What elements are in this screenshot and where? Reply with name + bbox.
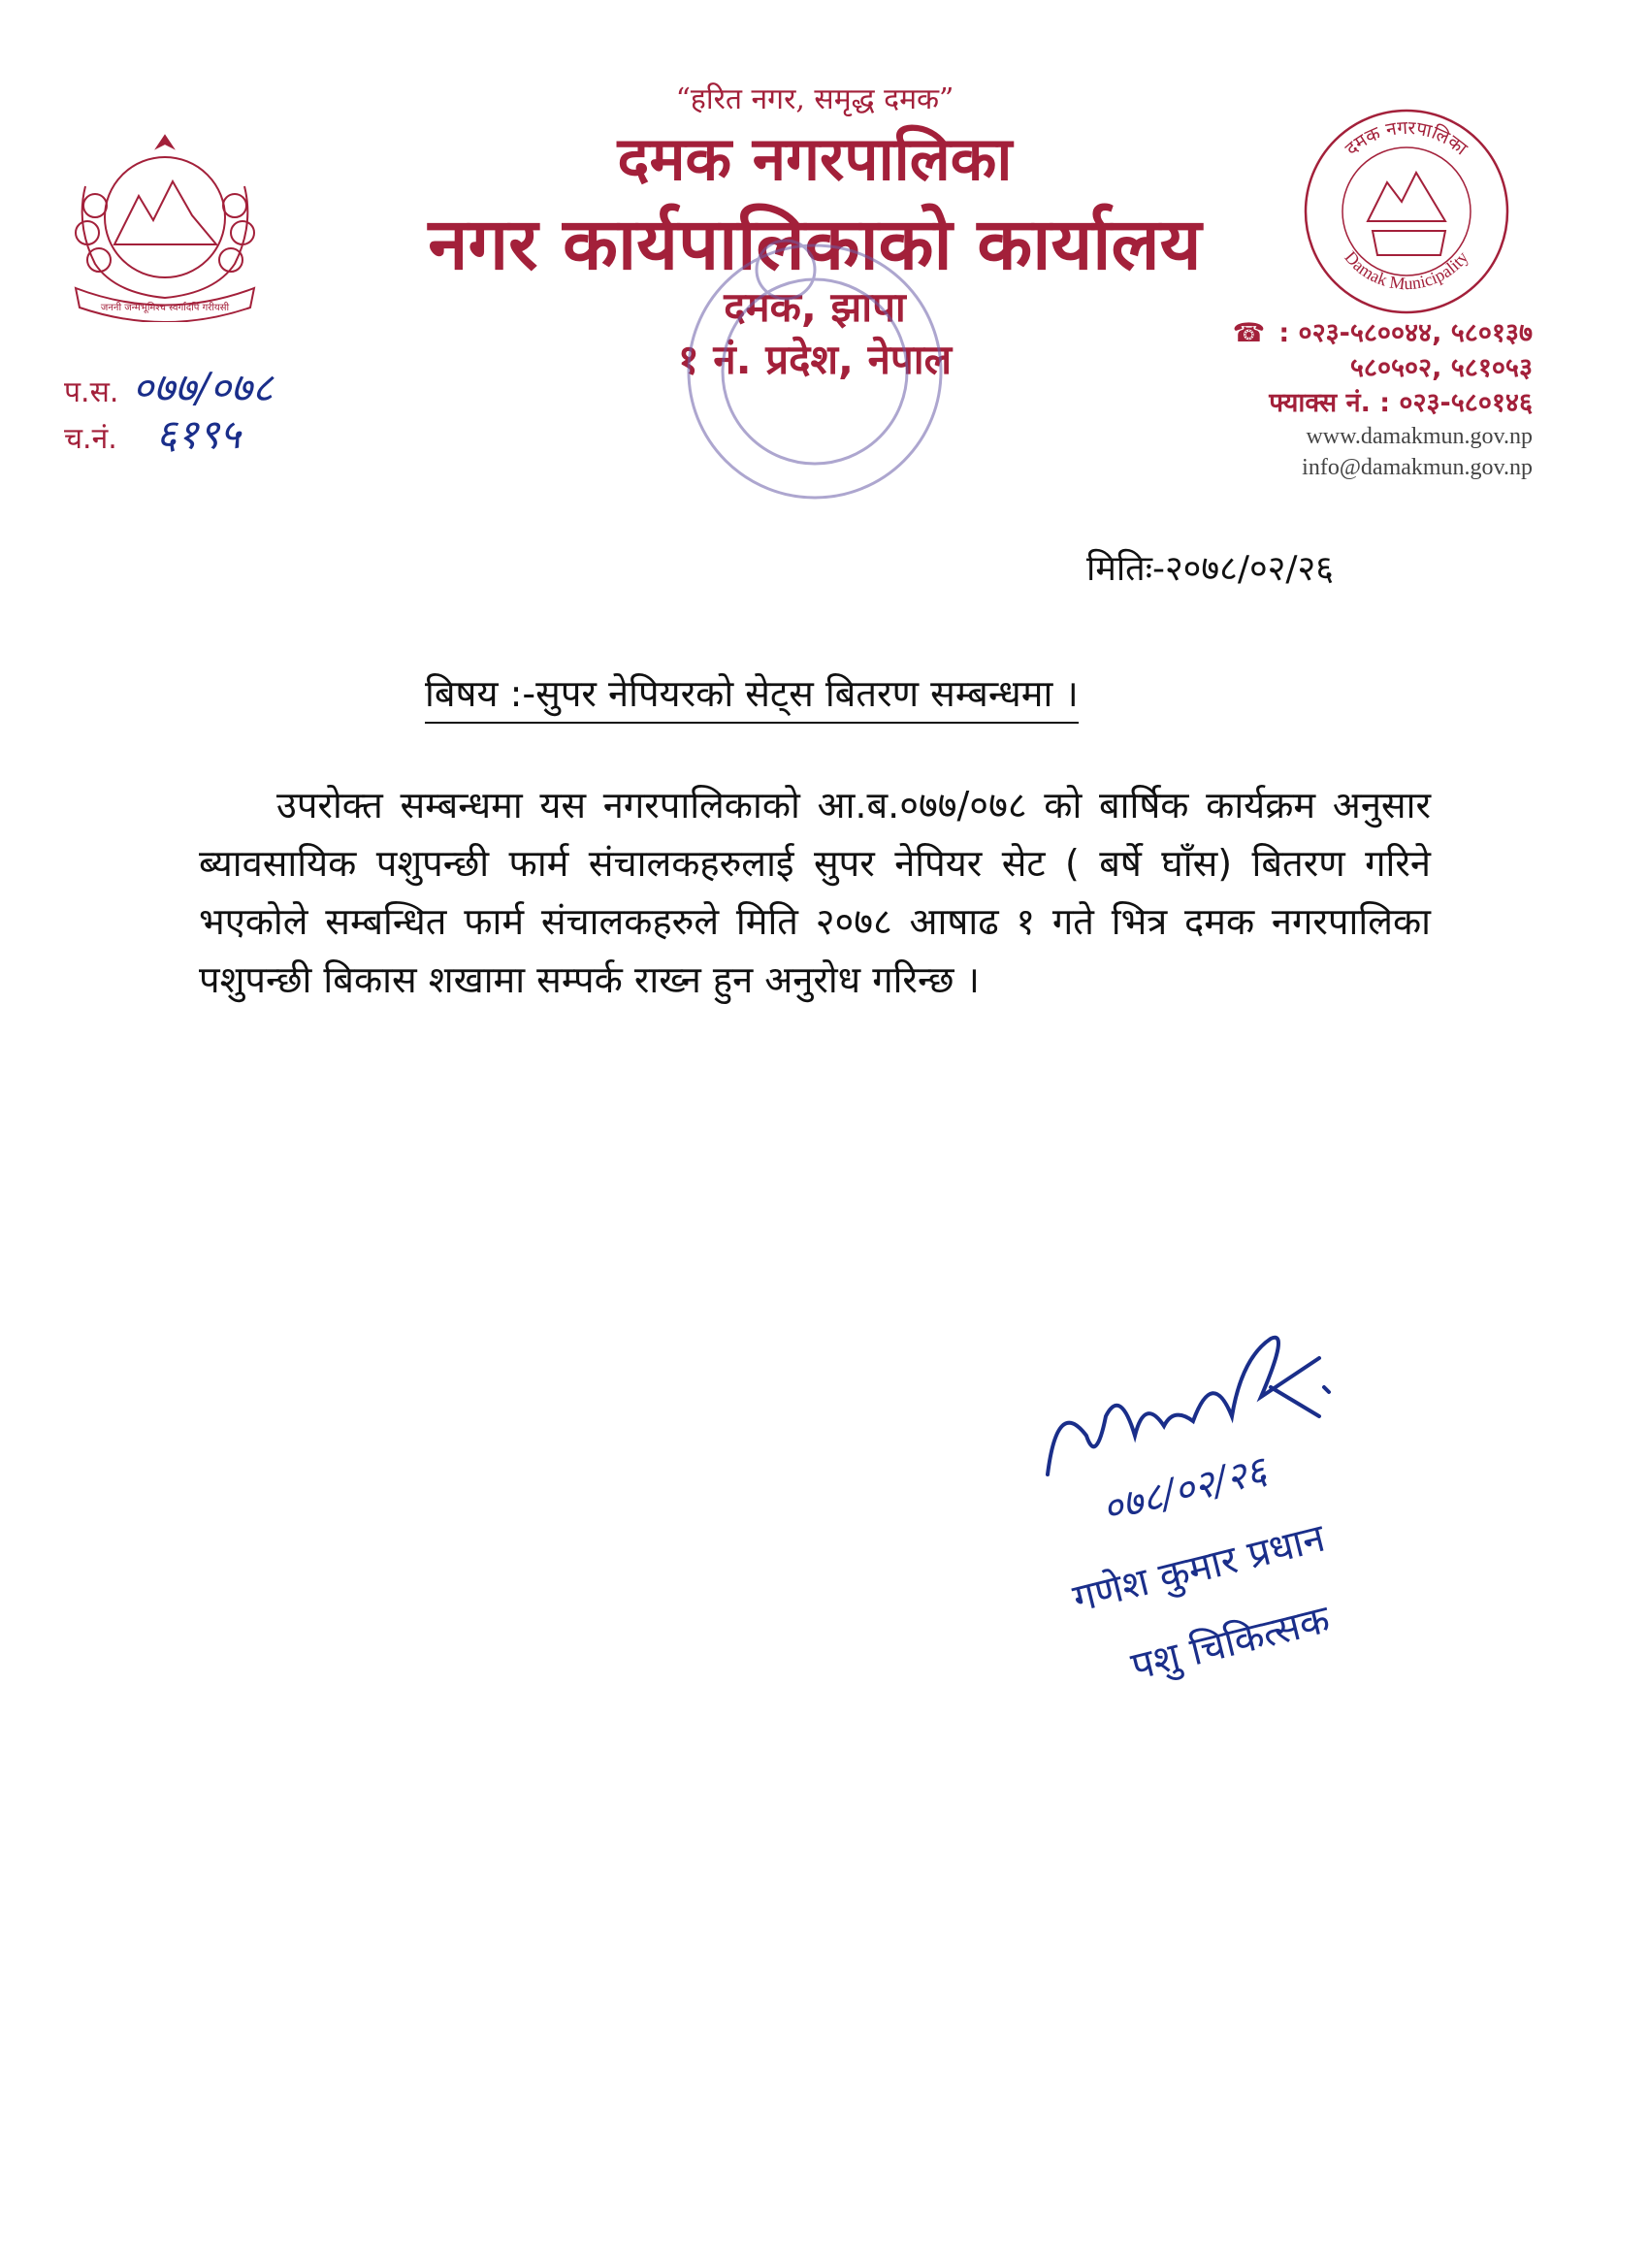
letter-date: मितिः-२०७८/०२/२६ bbox=[1086, 549, 1334, 589]
office-stamp-icon bbox=[669, 231, 960, 512]
seal-bottom-text: Damak Municipality bbox=[1341, 247, 1472, 294]
fax-line: फ्याक्स नं. : ०२३-५८०१४६ bbox=[1269, 388, 1533, 418]
letter-subject: बिषय :-सुपर नेपियरको सेट्स बितरण सम्बन्धमा । bbox=[425, 667, 1079, 724]
contact-block bbox=[1145, 316, 1533, 483]
email: info@damakmun.gov.np bbox=[1302, 455, 1533, 480]
address-line-1: दमक, झापा bbox=[724, 283, 906, 331]
letter-body: उपरोक्त सम्बन्धमा यस नगरपालिकाको आ.ब.०७७/०७८ को बार्षिक कार्यक्रम अनुसार ब्यावसायिक पशुपन्छी फार्म संचालकहरुलाई सुपर नेपियर सेट ( बर्षे घाँस) बितरण गरिने भएकोले सम्बन्धित फार्म संचालकहरुले मिति २०७८ आषाढ १ गते भित्र दमक नगरपालिका पशुपन्छी बिकास शखामा सम्पर्क राख्न हुन अनुरोध गरिन्छ । bbox=[199, 784, 1431, 1001]
ps-label: प.स. bbox=[64, 375, 119, 409]
phone-line-2: ५८०५०२, ५८१०५३ bbox=[1349, 353, 1533, 383]
slogan: “हरित नगर, समृद्ध दमक” bbox=[675, 82, 954, 116]
office-name: नगर कार्यपालिकाको कार्यालय bbox=[428, 203, 1202, 286]
signature-date: ०७८/०२/२६ bbox=[1097, 1448, 1272, 1533]
cn-value: ६१९५ bbox=[155, 410, 242, 458]
svg-text:दमक नगरपालिका bbox=[1342, 117, 1472, 160]
cn-label: च.नं. bbox=[64, 422, 117, 456]
ps-value: ०७७/०७८ bbox=[132, 364, 274, 411]
website: www.damakmun.gov.np bbox=[1306, 424, 1533, 449]
nepal-emblem-icon bbox=[56, 128, 275, 322]
municipality-name: दमक नगरपालिका bbox=[617, 123, 1013, 194]
emblem-motto: जननी जन्मभूमिश्च स्वर्गादपि गरीयसी bbox=[100, 303, 230, 313]
seal-top-text: दमक नगरपालिका bbox=[1341, 116, 1471, 160]
phone-icon: ☎ bbox=[1232, 318, 1266, 348]
address-line-2: १ नं. प्रदेश, नेपाल bbox=[677, 336, 953, 383]
reference-cn bbox=[64, 405, 241, 461]
signatory-name: गणेश कुमार प्रधान bbox=[1068, 1515, 1330, 1622]
phone-label: : bbox=[1278, 318, 1290, 348]
phone-row bbox=[1145, 316, 1533, 351]
signatory-title: पशु चिकित्सक bbox=[1126, 1597, 1335, 1690]
damak-municipality-seal-icon bbox=[1300, 105, 1513, 318]
phone-line-1: ०२३-५८००४४, ५८०१३७ bbox=[1298, 318, 1533, 348]
